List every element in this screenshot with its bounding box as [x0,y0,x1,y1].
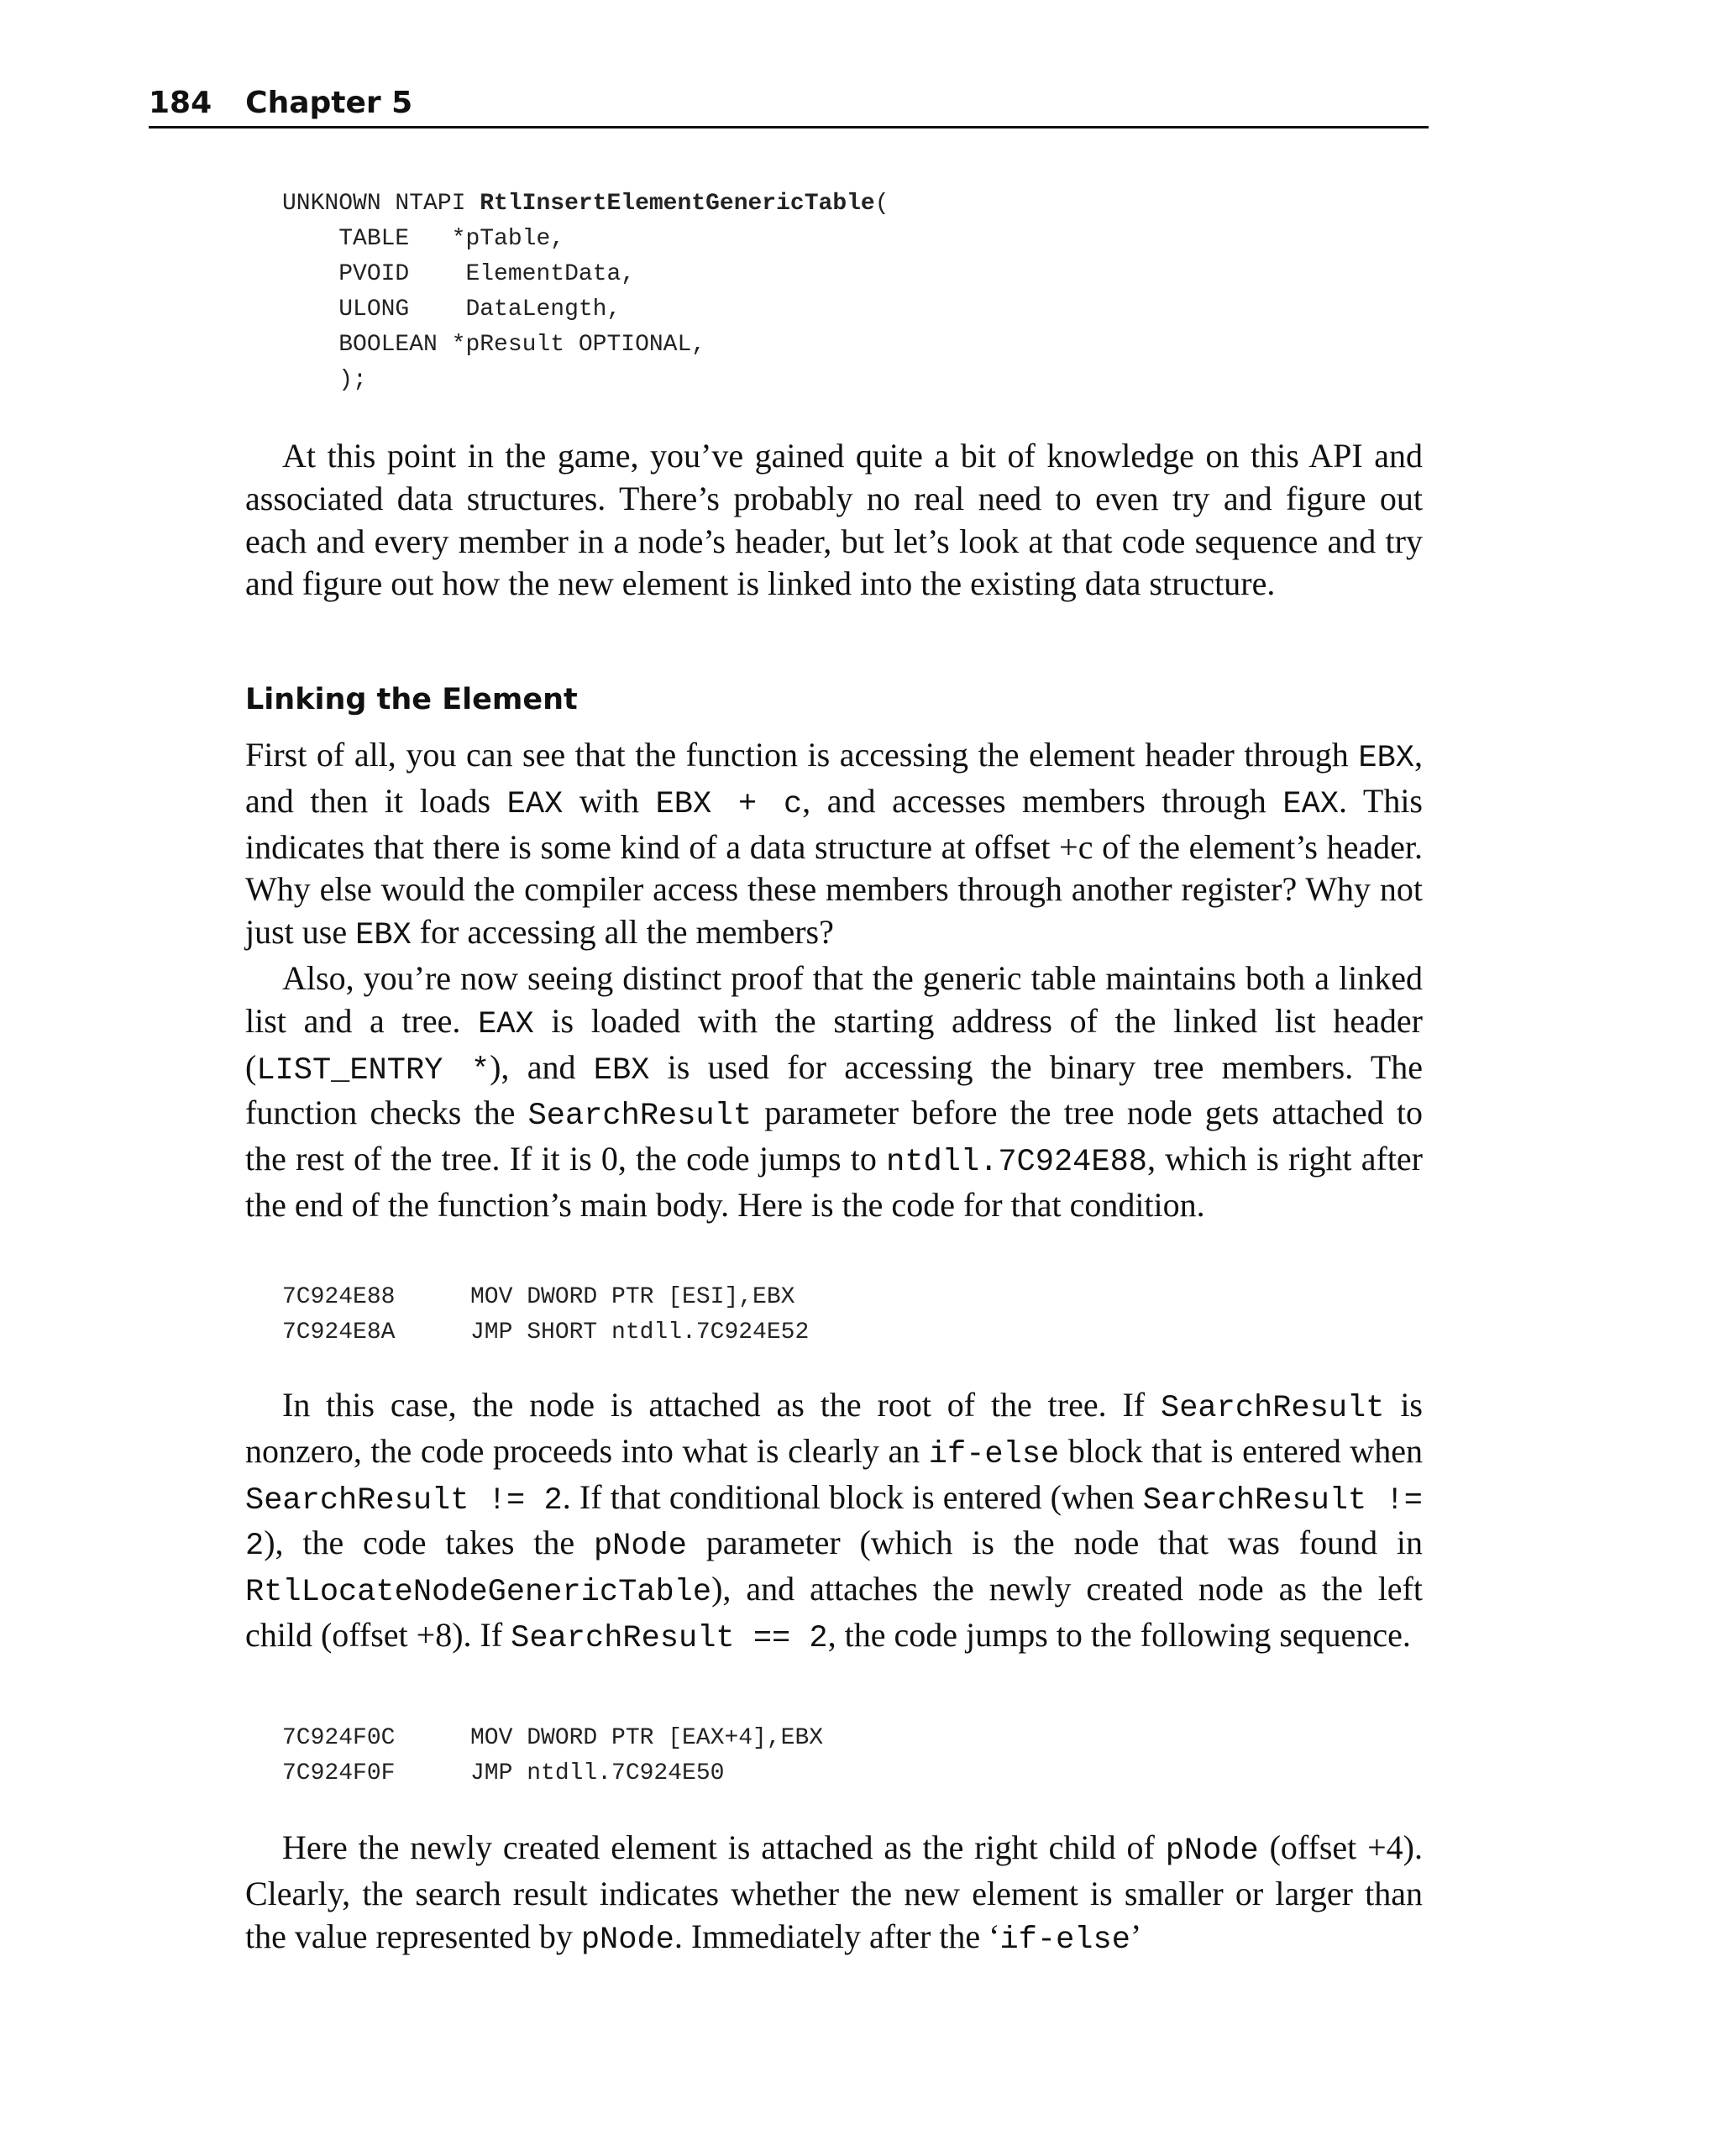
paragraph-if-else-text: In this case, the node is attached as the root of the tree. If SearchResult is nonzero, the code proceeds into what is clearly an if-else block that is entered when SearchResult != 2. If that conditional block is entered (when SearchResult != 2), the code takes the pNode parameter (which is the node that was found in RtlLocateNodeGenericTable), and attaches the newly created node as the left child (offset +8). If SearchResult == 2, the code jumps to the following sequence. [245,1386,1423,1656]
signature-open-paren: ( [874,191,889,217]
paragraph-intro-text: At this point in the game, you’ve gained quite a bit of knowledge on this API and associated data structures. There’s probably no real need to even try and figure out each and every member in a node’s header, but let’s look at that code sequence and try and figure out how the new element is linked into the existing data structure. [245,437,1423,603]
signature-param-2: PVOID ElementData, [338,261,636,287]
inline-code: if-else [999,1922,1130,1958]
code-listing-root-attach [282,1280,809,1351]
section-heading: Linking the Element [245,683,578,716]
inline-code: ntdll.7C924E88 [886,1145,1147,1181]
code-address: 7C924E88 [282,1284,396,1310]
inline-code: SearchResult == 2 [511,1620,828,1656]
function-signature-code [282,186,889,398]
inline-code: LIST_ENTRY * [256,1052,490,1088]
code-address: 7C924E8A [282,1319,396,1346]
inline-code: EAX [478,1006,534,1042]
inline-code: RtlLocateNodeGenericTable [245,1575,712,1611]
inline-code: SearchResult != 2 [245,1482,1423,1565]
paragraph-linking-1: First of all, you can see that the function is accessing the element header through EBX, and then it loads EAX with EBX + c, and accesses members through EAX. This indicates that there is some kind of a data structure at offset +c of the element’s header. Why else would the compiler access these members through another register? Why not just use EBX for accessing all the members? [245,736,1423,954]
signature-prefix: UNKNOWN NTAPI [282,191,480,217]
inline-code: EBX + c [655,786,803,822]
code-address: 7C924F0C [282,1725,396,1751]
signature-function-name: RtlInsertElementGenericTable [480,191,875,217]
signature-param-3: ULONG DataLength, [338,296,621,323]
page-number: 184 [149,86,212,120]
chapter-title: Chapter 5 [245,86,413,120]
inline-code: EAX [506,786,564,822]
code-instruction: MOV DWORD PTR [EAX+4],EBX [470,1725,824,1751]
signature-param-4: BOOLEAN *pResult OPTIONAL, [338,332,706,358]
signature-param-1: TABLE *pTable, [338,226,565,252]
code-instruction: MOV DWORD PTR [ESI],EBX [470,1284,795,1310]
code-listing-right-child [282,1721,823,1791]
paragraph-intro [245,435,1423,606]
inline-code: if-else [928,1436,1060,1472]
code-instruction: JMP SHORT ntdll.7C924E52 [470,1319,810,1346]
paragraph-block-linking [245,734,1423,1227]
code-instruction: JMP ntdll.7C924E50 [470,1760,725,1786]
inline-code: EBX [355,918,412,954]
paragraph-if-else [245,1384,1423,1660]
paragraph-linking-2: Also, you’re now seeing distinct proof that the generic table maintains both a linked list and a tree. EAX is loaded with the starting address of the linked list header (LIST_ENTRY *), and EBX is used for accessing the binary tree members. The function checks the SearchResult parameter before the tree node gets attached to the rest of the tree. If it is 0, the code jumps to ntdll.7C924E88, which is right after the end of the function’s main body. Here is the code for that condition. [245,958,1424,1224]
running-header [149,81,1429,129]
inline-code: SearchResult [527,1099,752,1135]
inline-code: pNode [1165,1833,1259,1869]
inline-code: SearchResult [1161,1391,1385,1426]
inline-code: EAX [1282,786,1340,822]
paragraph-right-child-text: Here the newly created element is attached as the right child of pNode (offset +4). Clearly, the search result indicates whether the new element is smaller or larger than the value represented by pNode. Immediately after the ‘if-else’ [245,1828,1423,1958]
inline-code: EBX [1358,741,1414,776]
inline-code: SearchResult != 2 [245,1482,563,1519]
paragraph-right-child [245,1827,1423,1961]
inline-code: EBX [593,1052,650,1088]
code-address: 7C924F0F [282,1760,396,1786]
signature-close: ); [338,367,367,393]
inline-code: pNode [593,1529,687,1565]
inline-code: pNode [580,1922,674,1958]
